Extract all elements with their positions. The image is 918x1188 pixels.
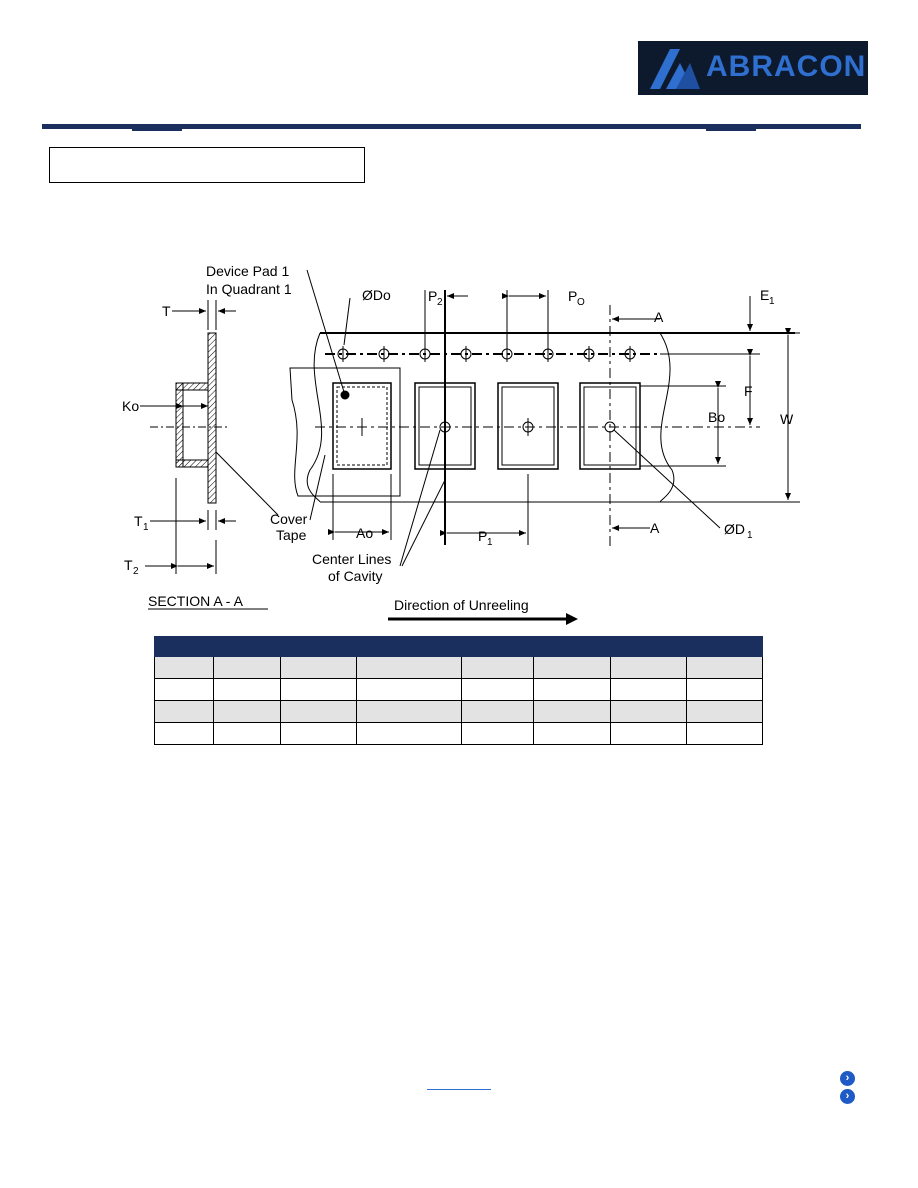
- table-row: [154, 679, 763, 701]
- table-row: [154, 723, 763, 745]
- section-label: SECTION A - A: [148, 593, 243, 609]
- po-sub: O: [577, 297, 585, 308]
- section-profile: [140, 300, 278, 574]
- p1-sub: 1: [487, 537, 493, 548]
- p2-label: P: [428, 288, 438, 304]
- spec-table-header: [154, 636, 763, 657]
- logo-text: ABRACON: [706, 50, 867, 83]
- d1-label: ØD: [724, 521, 745, 537]
- a-top-label: A: [654, 309, 664, 325]
- ao-label: Ao: [356, 525, 374, 541]
- t2-label: T: [124, 557, 133, 573]
- quadrant-label: In Quadrant 1: [206, 281, 292, 297]
- direction-label: Direction of Unreeling: [394, 597, 529, 613]
- w-label: W: [780, 411, 794, 427]
- do-label: ØDo: [362, 287, 391, 303]
- t1-sub: 1: [143, 522, 149, 533]
- table-row: [154, 657, 763, 679]
- cover-tape-label-2: Tape: [276, 527, 307, 543]
- chevron-right-icon[interactable]: ›: [840, 1071, 855, 1086]
- p1-label: P: [478, 528, 488, 544]
- ko-label: Ko: [122, 398, 140, 414]
- t-label: T: [162, 303, 171, 319]
- p2-sub: 2: [437, 297, 443, 308]
- bo-label: Bo: [708, 409, 726, 425]
- center-lines-label-2: of Cavity: [328, 568, 383, 584]
- e1-label: E: [760, 287, 770, 303]
- f-label: F: [744, 383, 753, 399]
- footer-link[interactable]: [427, 1088, 491, 1090]
- t1-label: T: [134, 513, 143, 529]
- a-bottom-label: A: [650, 520, 660, 536]
- t2-sub: 2: [133, 566, 139, 577]
- po-label: P: [568, 288, 578, 304]
- spec-table: [154, 657, 763, 745]
- device-pad-label: Device Pad 1: [206, 263, 290, 279]
- chevron-right-icon[interactable]: ›: [840, 1089, 855, 1104]
- center-lines-label-1: Center Lines: [312, 551, 392, 567]
- e1-sub: 1: [769, 296, 775, 307]
- cover-tape-label-1: Cover: [270, 511, 308, 527]
- table-row: [154, 701, 763, 723]
- d1-sub: 1: [747, 530, 753, 541]
